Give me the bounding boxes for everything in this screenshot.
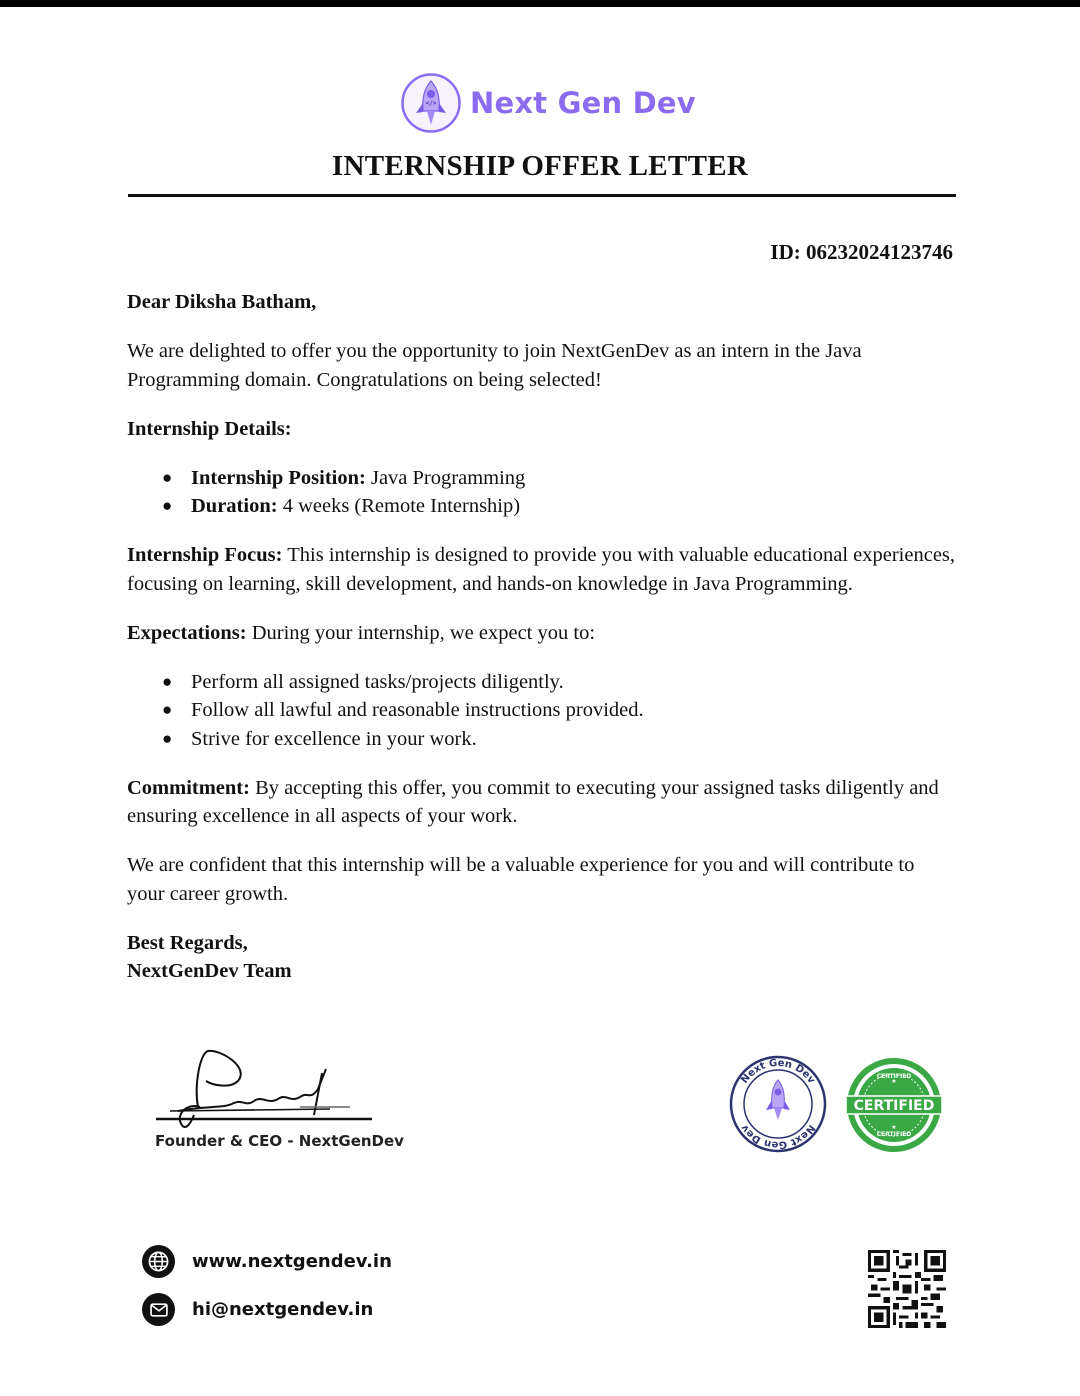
focus-text: This internship is designed to provide you with valuable educational experiences, focusing on learning, skill development, and hands-on knowledge in Java Programming. — [127, 544, 956, 595]
svg-text:Next Gen Dev: Next Gen Dev — [739, 1122, 817, 1151]
expectations-label: Expectations: — [127, 621, 247, 644]
certified-badge-icon — [845, 1056, 943, 1154]
company-seal-icon — [728, 1054, 828, 1154]
detail-label: Internship Position: — [191, 466, 366, 489]
svg-text:</>: </> — [425, 100, 437, 107]
website-contact[interactable] — [142, 1245, 392, 1278]
commitment-text: By accepting this offer, you commit to executing your assigned tasks diligently and ensuring excellence in all aspects of your work. — [127, 776, 939, 827]
detail-value: 4 weeks (Remote Internship) — [282, 495, 521, 517]
detail-value: Java Programming — [370, 466, 526, 489]
bullet-icon: ● — [162, 496, 173, 515]
mail-icon — [142, 1293, 175, 1326]
top-border — [0, 0, 1080, 7]
expectation-text: Perform all assigned tasks/projects diligently. — [191, 670, 564, 693]
expectation-text: Follow all lawful and reasonable instructions provided. — [191, 699, 644, 721]
email-link[interactable]: hi@nextgendev.in — [192, 1299, 374, 1320]
svg-text:★: ★ — [891, 1078, 897, 1085]
details-heading: Internship Details: — [127, 417, 292, 440]
list-item — [127, 464, 957, 493]
expectation-text: Strive for excellence in your work. — [191, 727, 477, 750]
list-item — [127, 725, 957, 754]
greeting: Dear Diksha Batham, — [127, 291, 317, 313]
focus-paragraph — [127, 541, 957, 598]
letter-body — [127, 288, 957, 986]
focus-label: Internship Focus: — [127, 544, 283, 566]
commitment-paragraph — [127, 774, 957, 831]
intro-paragraph: We are delighted to offer you the opportunity to join NextGenDev as an intern in the Java Programming domain. Congratulations on being selected! — [127, 340, 862, 391]
list-item — [127, 696, 957, 725]
brand-name: Next Gen Dev — [470, 86, 696, 120]
document-id: ID: 06232024123746 — [770, 240, 953, 264]
rocket-logo-icon — [400, 72, 462, 134]
bullet-icon: ● — [162, 700, 173, 719]
brand-logo — [400, 72, 696, 134]
details-list — [127, 464, 957, 521]
closing-paragraph: We are confident that this internship will be a valuable experience for you and will contribute to your career growth. — [127, 854, 915, 905]
team-name: NextGenDev Team — [127, 960, 292, 982]
expectations-list — [127, 668, 957, 754]
svg-text:★: ★ — [891, 1124, 897, 1131]
qr-code-icon — [868, 1250, 946, 1328]
title-divider — [128, 194, 956, 197]
website-link[interactable]: www.nextgendev.in — [192, 1251, 392, 1272]
certified-ring-bottom: CERTIFIED — [876, 1131, 912, 1138]
certified-label: CERTIFIED — [853, 1098, 935, 1114]
certified-ring-top: CERTIFIED — [876, 1073, 912, 1080]
expectations-paragraph — [127, 619, 957, 648]
list-item — [127, 668, 957, 697]
detail-label: Duration: — [191, 495, 278, 517]
bullet-icon: ● — [162, 467, 173, 487]
signature-caption: Founder & CEO - NextGenDev — [155, 1132, 404, 1150]
commitment-label: Commitment: — [127, 776, 250, 799]
signoff: Best Regards, — [127, 931, 248, 954]
bullet-icon: ● — [162, 671, 173, 691]
bullet-icon: ● — [162, 728, 173, 748]
svg-text:Next Gen Dev: Next Gen Dev — [739, 1057, 817, 1086]
page-title: INTERNSHIP OFFER LETTER — [331, 150, 749, 182]
list-item — [127, 492, 957, 521]
email-contact[interactable] — [142, 1293, 373, 1326]
globe-icon — [142, 1245, 175, 1278]
expectations-text: During your internship, we expect you to: — [251, 621, 596, 644]
